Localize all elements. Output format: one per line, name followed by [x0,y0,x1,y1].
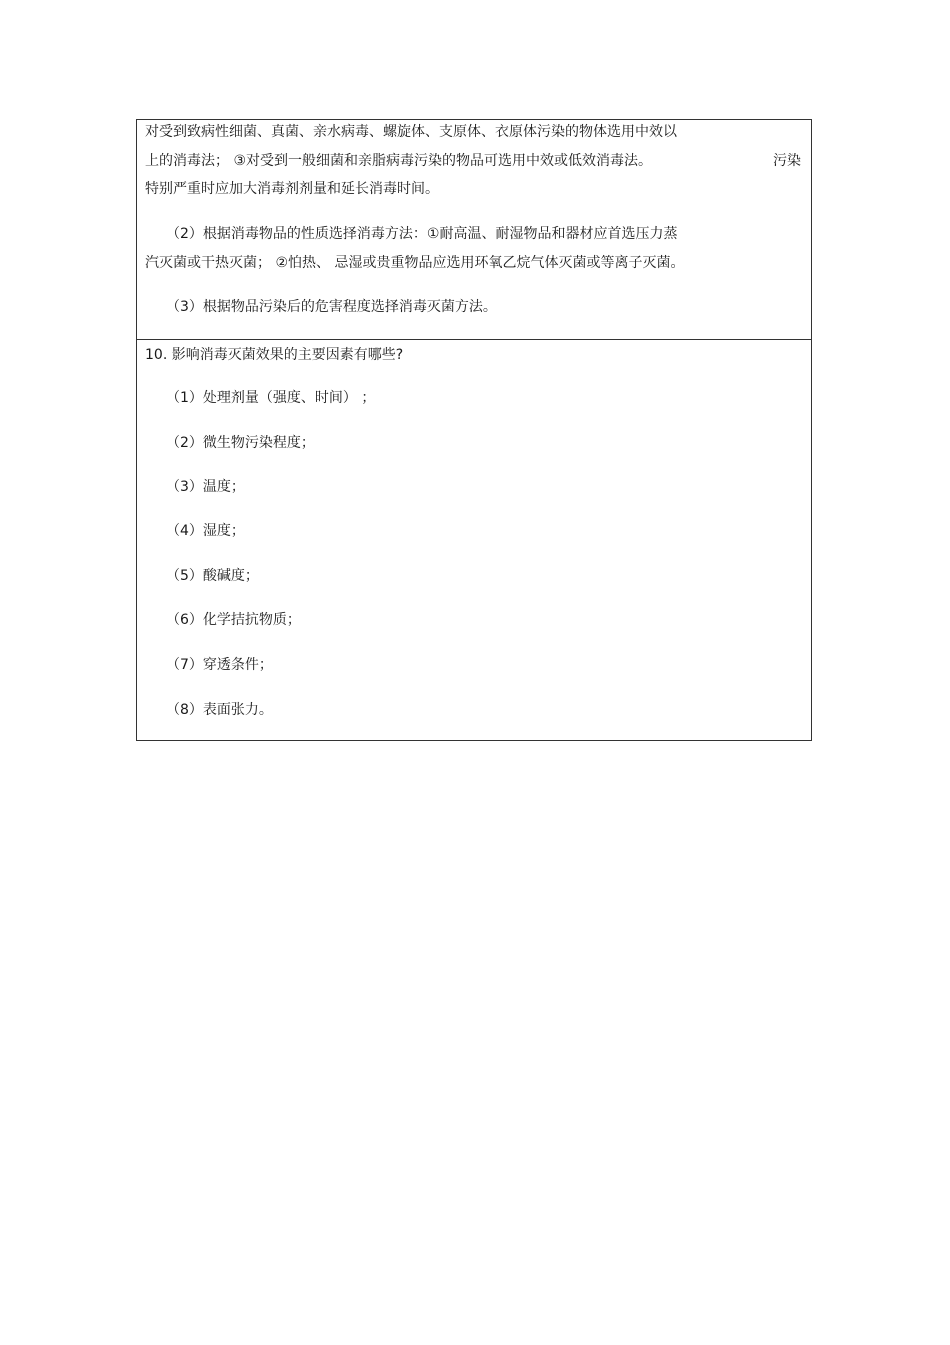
disinfection-method-cell [137,120,811,340]
question-heading: 10. 影响消毒灭菌效果的主要因素有哪些? [145,347,404,363]
paragraph-line: 汽灭菌或干热灭菌； ②怕热、 忌湿或贵重物品应选用环氧乙烷气体灭菌或等离子灭菌。 [145,255,685,271]
paragraph-line: 对受到致病性细菌、真菌、亲水病毒、螺旋体、支原体、衣原体污染的物体选用中效以 [145,124,677,140]
factor-item: （2）微生物污染程度； [166,435,315,451]
factor-item: （1）处理剂量（强度、时间） ； [166,390,376,406]
paragraph-line: 上的消毒法； ③对受到一般细菌和亲脂病毒污染的物品可选用中效或低效消毒法。 [145,153,652,169]
factor-item: （4）湿度； [166,523,245,539]
factor-item: （3）温度； [166,479,245,495]
influencing-factors-cell [137,340,811,740]
paragraph-line-tail: 污染 [773,153,801,169]
paragraph-line: 特别严重时应加大消毒剂剂量和延长消毒时间。 [145,181,439,197]
factor-item: （8）表面张力。 [166,702,273,718]
document-table [136,119,812,741]
factor-item: （5）酸碱度； [166,568,259,584]
paragraph-line: （3）根据物品污染后的危害程度选择消毒灭菌方法。 [166,299,497,315]
factor-item: （6）化学拮抗物质； [166,612,301,628]
factor-item: （7）穿透条件； [166,657,273,673]
paragraph-line: （2）根据消毒物品的性质选择消毒方法：①耐高温、耐湿物品和器材应首选压力蒸 [166,226,678,242]
